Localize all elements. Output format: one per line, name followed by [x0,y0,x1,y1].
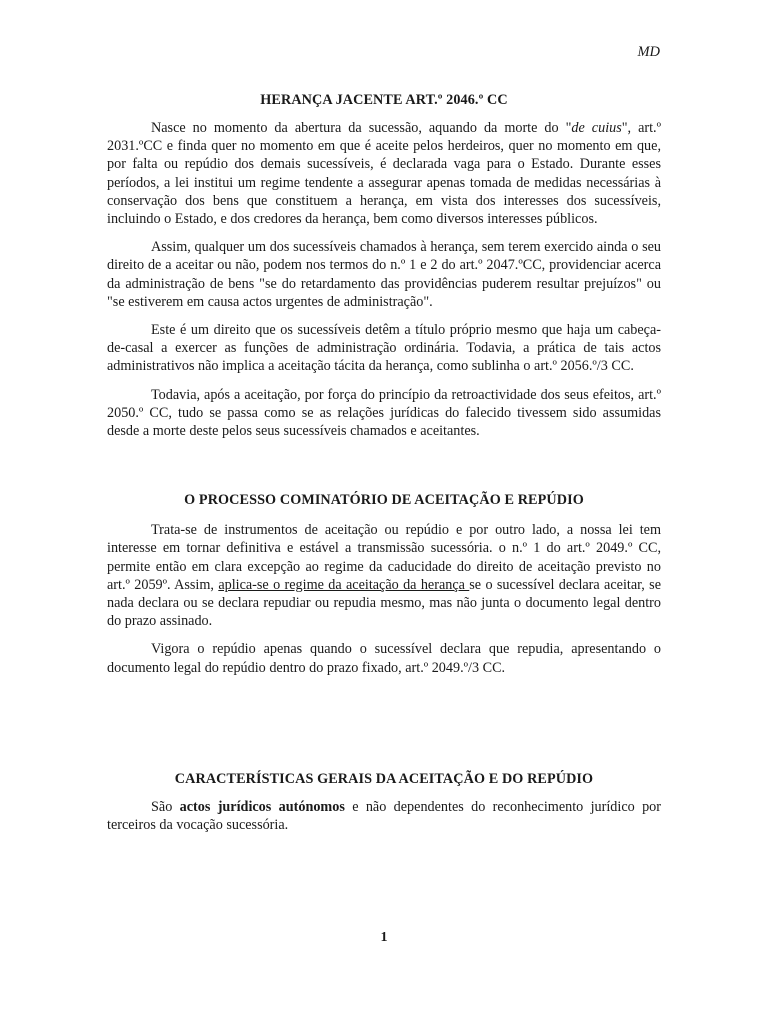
document-body [107,92,661,834]
section-processo-cominatorio [107,492,661,677]
paragraph-text: se o sucessível declara aceitar, se nada declara ou se declara repudiar ou repudia mesmo, mas não junta o documento legal dentro do prazo assinado. [107,576,661,630]
page-number: 1 [380,930,388,945]
paragraph-text: Trata-se de instrumentos de aceitação ou repúdio e por outro lado, a nossa lei tem interesse em tornar definitiva e estável a transmissão sucessória. o n.º 1 do art.º 2049.º CC, permite então em clara excepção ao regime da caducidade do direito de aceitação previsto no art.º 2059º. Assim, [107,522,661,593]
section-title: O PROCESSO COMINATÓRIO DE ACEITAÇÃO E REPÚDIO [184,492,584,509]
underlined-text: aplica-se o regime da aceitação da herança [218,576,470,593]
paragraph [107,521,661,630]
section-caracteristicas-gerais [107,771,661,834]
paragraph [107,798,661,834]
paragraph-text: e não dependentes do reconhecimento jurídico por terceiros da vocação sucessória. [107,798,661,834]
author-initials: MD [637,44,660,60]
section-heranca-jacente [107,92,661,440]
paragraph: Todavia, após a aceitação, por força do princípio da retroactividade dos seus efeitos, art.º 2050.º CC, tudo se passa como se as relações jurídicas do falecido tivessem sido assumidas desde a morte deste pelos seus sucessíveis chamados e aceitantes. [107,386,661,440]
paragraph: Este é um direito que os sucessíveis detêm a título próprio mesmo que haja um cabeça-de-casal a exercer as funções de administração ordinária. Todavia, a prática de tais actos administrativos não implica a aceitação tácita da herança, como sublinha o art.º 2056.º/3 CC. [107,322,661,375]
paragraph [107,119,661,228]
paragraph: Assim, qualquer um dos sucessíveis chamados à herança, sem terem exercido ainda o seu direito de a aceitar ou não, podem nos termos do n.º 1 e 2 do art.º 2047.ºCC, providenciar acerca da administração de bens "se do retardamento das providências puderem resultar prejuízos" ou "se estiverem em causa actos urgentes de administração". [107,239,661,310]
latin-term: de cuius [571,120,622,136]
paragraph-text: São [151,798,180,815]
section-title: CARACTERÍSTICAS GERAIS DA ACEITAÇÃO E DO REPÚDIO [174,770,594,787]
section-title: HERANÇA JACENTE ART.º 2046.º CC [260,92,508,108]
paragraph-text: ", art.º 2031.ºCC e finda quer no momento em que é aceite pelos herdeiros, quer no momento em que, por falta ou repúdio dos demais sucessíveis, é declarada vaga para o Estado. Durante esses períodos, a lei institui um regime tendente a assegurar apenas tomada de medidas necessárias à conservação dos bens que constituem a herança, em vista dos interesses dos sucessíveis, incluindo o Estado, e dos credores da herança, bem como diversos interesses públicos. [107,120,661,228]
paragraph: Vigora o repúdio apenas quando o sucessível declara que repudia, apresentando o documento legal do repúdio dentro do prazo fixado, art.º 2049.º/3 CC. [107,641,661,676]
bold-term: actos jurídicos autónomos [179,798,345,815]
paragraph-text: Nasce no momento da abertura da sucessão, aquando da morte do " [151,120,572,136]
